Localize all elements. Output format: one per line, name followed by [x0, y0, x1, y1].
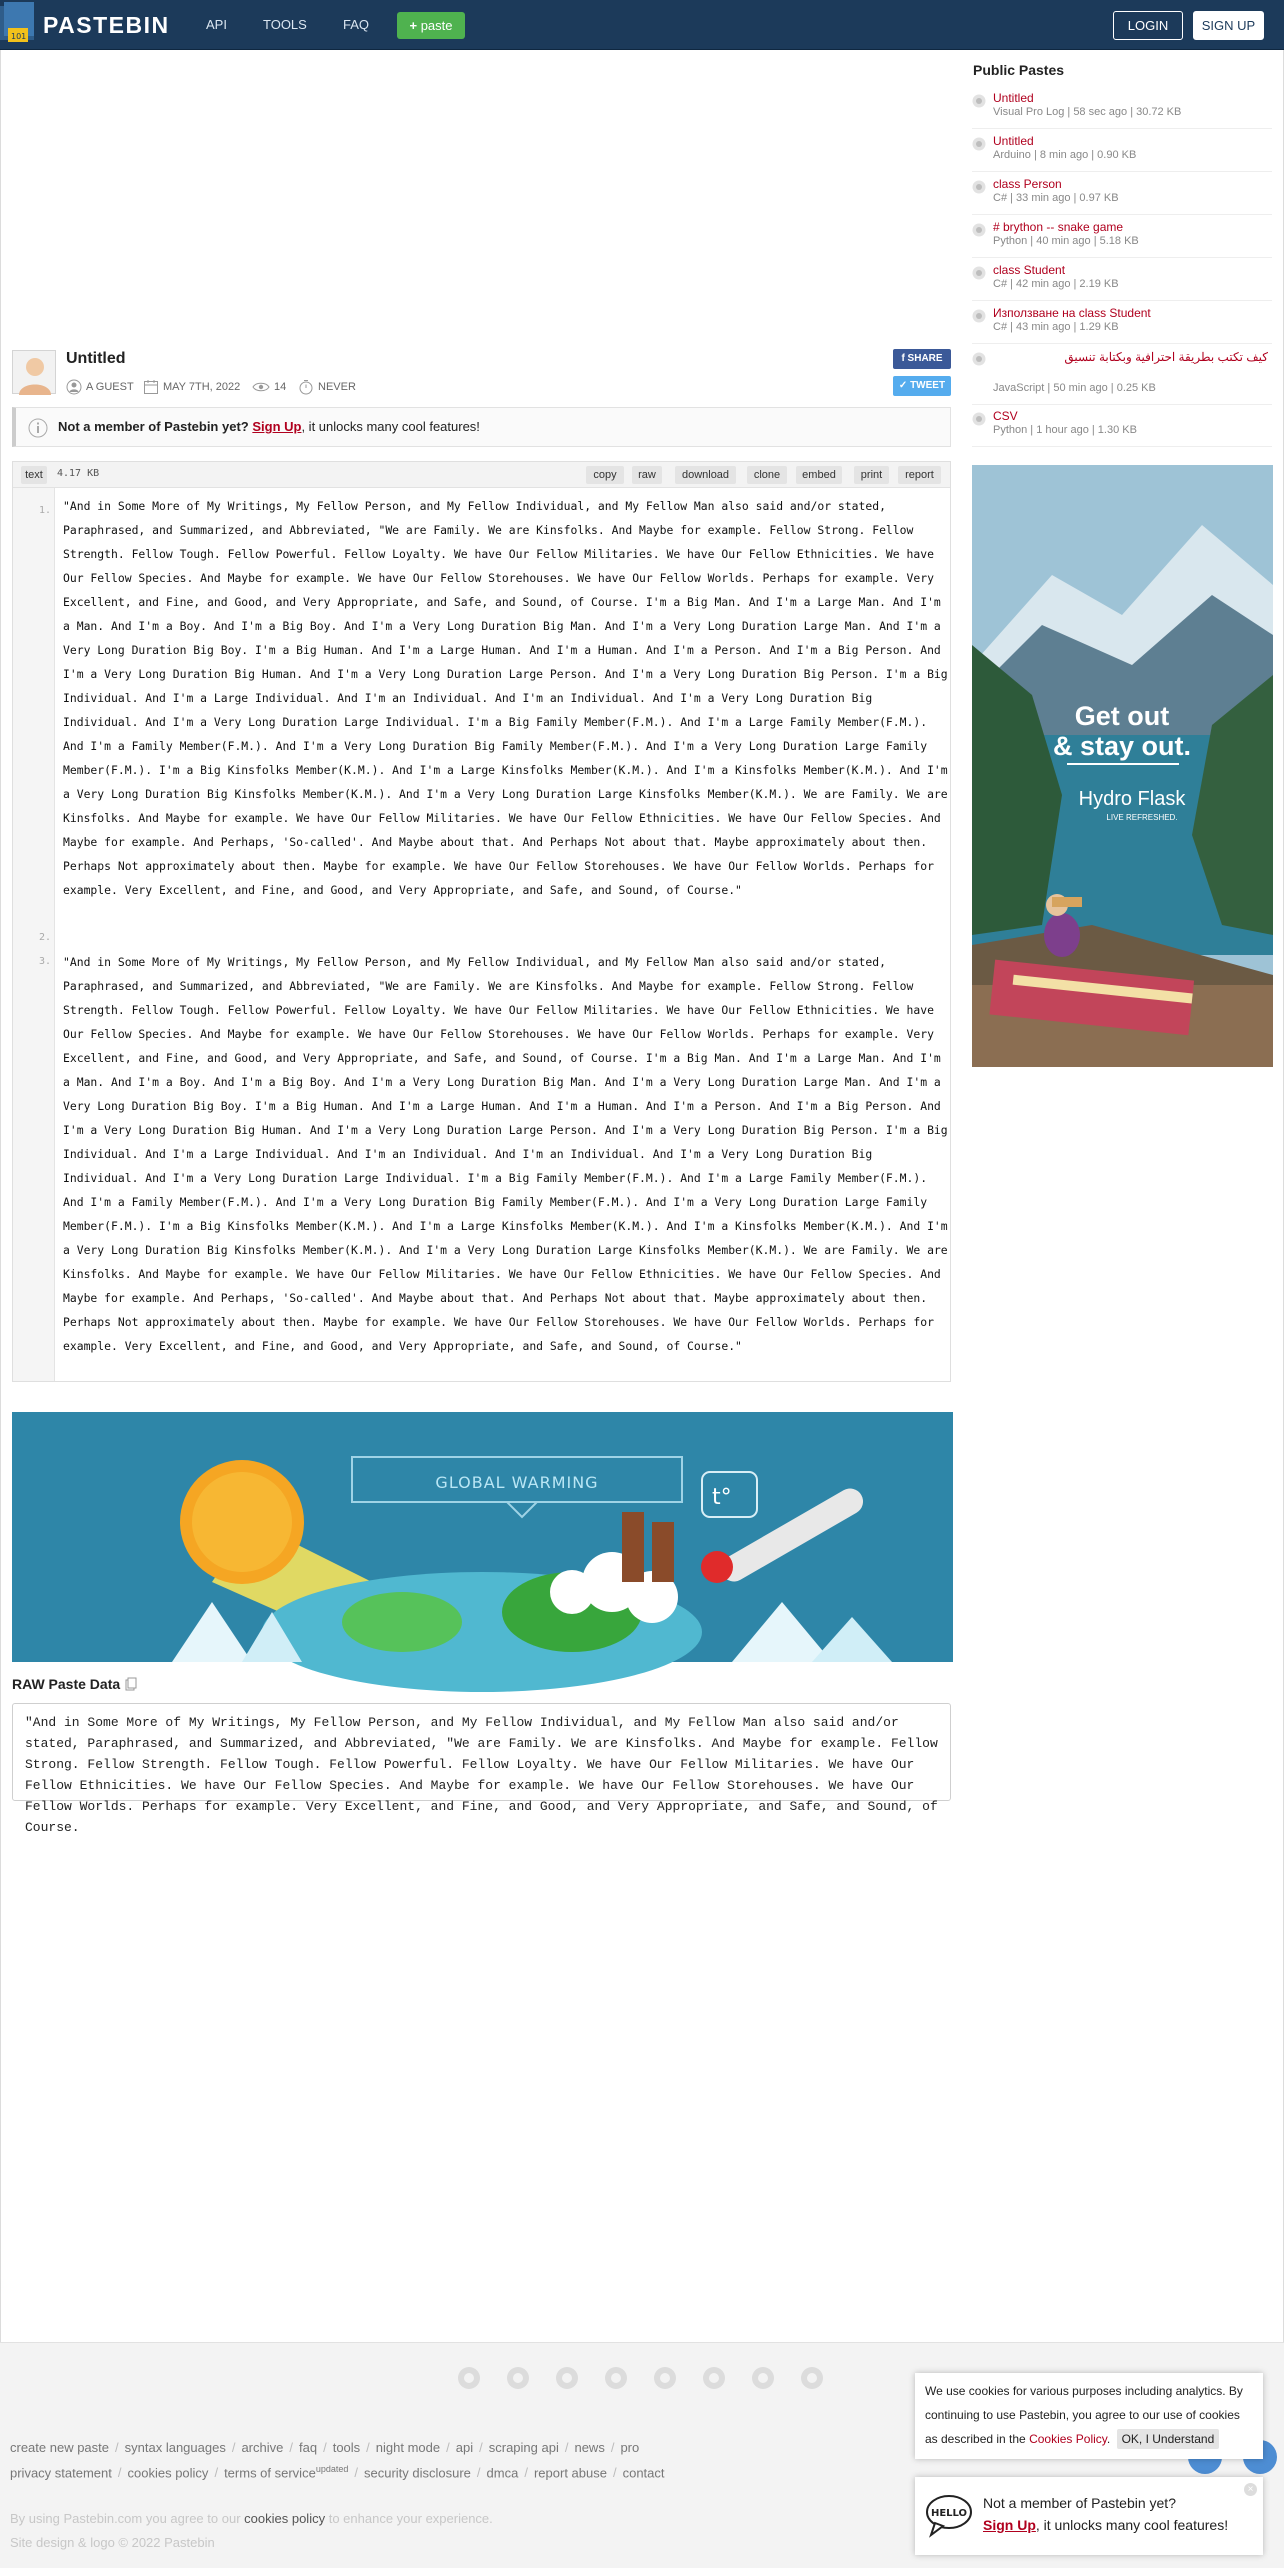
- divider: [972, 128, 1272, 129]
- cookie-consent-box: We use cookies for various purposes including analytics. By continuing to use Pastebin, you agree to our use of cookies as described in the Cookies Policy. OK, I Understand: [915, 2373, 1263, 2459]
- separator: /: [476, 2465, 481, 2481]
- global-warming-banner[interactable]: [12, 1412, 953, 1662]
- footer-copyright: Site design & logo © 2022 Pastebin: [10, 2535, 215, 2550]
- facebook-icon: f: [901, 353, 908, 364]
- public-paste-title[interactable]: Untitled: [993, 134, 1034, 148]
- top-header: [0, 0, 1284, 50]
- meta-date: MAY 7TH, 2022: [143, 379, 240, 395]
- footer-link[interactable]: news: [574, 2440, 605, 2455]
- line-number: 2.: [38, 932, 51, 943]
- footer-link[interactable]: archive: [241, 2440, 284, 2455]
- separator: /: [479, 2440, 483, 2455]
- thermo-label: t°: [712, 1485, 732, 1510]
- divider: [972, 446, 1272, 447]
- divider: [972, 343, 1272, 344]
- embed-button[interactable]: embed: [796, 466, 842, 484]
- calendar-icon: [143, 379, 159, 395]
- divider: [972, 300, 1272, 301]
- public-paste-meta: C# | 42 min ago | 2.19 KB: [993, 278, 1119, 290]
- separator: /: [115, 2440, 119, 2455]
- footer-link[interactable]: api: [455, 2440, 474, 2455]
- public-paste-meta: C# | 33 min ago | 0.97 KB: [993, 192, 1119, 204]
- separator: /: [231, 2440, 236, 2455]
- ad-headline-1: Get out: [1074, 701, 1170, 731]
- code-line-3: "And in Some More of My Writings, My Fellow Person, and My Fellow Individual, and My Fellow Man also said and/or stated, Paraphrased, and Summarized, and Abbreviated, "We are Family. We are Kinsfolks. And Maybe for example. Fellow Strong. Fellow Strength. Fellow Tough. Fellow Powerful. Fellow Loyalty. We have Our Fellow Militaries. We have Our Fellow Ethnicities. We have Our Fellow Species. And Maybe for example. We have Our Fellow Storehouses. We have Our Fellow Worlds. Perhaps for example. Very Excellent, and Fine, and Good, and Very Appropriate, and Safe, and Sound, of Course. I'm a Big Man. And I'm a Large Man. And I'm a Man. And I'm a Boy. And I'm a Big Boy. And I'm a Very Long Duration Big Man. And I'm a Very Long Duration Large Man. And I'm a Very Long Duration Big Boy. I'm a Big Human. And I'm a Large Human. And I'm a Human. And I'm a Person. And I'm a Big Person. And I'm a Very Long Duration Big Human. And I'm a Very Long Duration Large Person. And I'm a Very Long Duration Big Person. I'm a Big Individual. And I'm a Large Individual. And I'm an Individual. And I'm an Individual. And I'm a Very Long Duration Big Individual. And I'm a Very Long Duration Large Individual. I'm a Big Family Member(F.M.). And I'm a Large Family Member(F.M.). And I'm a Family Member(F.M.). And I'm a Very Long Duration Big Family Member(F.M.). And I'm a Very Long Duration Large Family Member(F.M.). I'm a Big Kinsfolks Member(K.M.). And I'm a Large Kinsfolks Member(K.M.). And I'm a Kinsfolks Member(K.M.). And I'm a Very Long Duration Big Kinsfolks Member(K.M.). And I'm a Very Long Duration Large Kinsfolks Member(K.M.). We are Family. We are Kinsfolks. And Maybe for example. We have Our Fellow Militaries. We have Our Fellow Ethnicities. We have Our Fellow Species. And Maybe for example. And Perhaps, 'So-called'. And Maybe about that. And Perhaps Not about that. Maybe approximately about then. Perhaps Not approximately about then. Maybe for example. We have Our Fellow Storehouses. We have Our Fellow Worlds. Perhaps for example. Very Excellent, and Fine, and Good, and Very Appropriate, and Safe, and Sound, of Course.": [63, 955, 948, 1353]
- footer-link[interactable]: terms of service: [224, 2465, 316, 2481]
- clone-button[interactable]: clone: [747, 466, 787, 484]
- app-download-icons: [458, 2367, 850, 2389]
- windows-icon[interactable]: [605, 2367, 627, 2389]
- separator: /: [354, 2465, 358, 2481]
- notice-signup-link[interactable]: Sign Up: [252, 419, 302, 434]
- divider: [972, 214, 1272, 215]
- chrome-icon[interactable]: [458, 2367, 480, 2389]
- footer-link[interactable]: night mode: [375, 2440, 441, 2455]
- public-paste-title[interactable]: Използване на class Student: [993, 306, 1151, 320]
- code-toolbar: [13, 462, 950, 488]
- syntax-tag[interactable]: text: [21, 466, 47, 484]
- separator: /: [524, 2465, 528, 2481]
- footer-link[interactable]: create new paste: [10, 2440, 110, 2455]
- twitter-icon: ✓: [898, 380, 911, 391]
- line-number: 3.: [38, 956, 51, 967]
- copy-button[interactable]: copy: [586, 466, 624, 484]
- guest-avatar: [12, 350, 56, 394]
- timer-icon: [298, 379, 314, 395]
- divider: [972, 404, 1272, 405]
- footer-cookies-link[interactable]: cookies policy: [244, 2511, 326, 2526]
- nav-faq[interactable]: FAQ: [343, 17, 370, 32]
- firefox-icon[interactable]: [507, 2367, 529, 2389]
- global-warming-illustration: [12, 1412, 953, 1662]
- eye-icon: [252, 379, 270, 395]
- meta-author: A GUEST: [66, 379, 134, 395]
- svg-text:101: 101: [11, 32, 27, 41]
- meta-views: 14: [252, 379, 286, 395]
- public-paste-meta: C# | 43 min ago | 1.29 KB: [993, 321, 1119, 333]
- new-paste-button[interactable]: + paste: [397, 12, 465, 39]
- raw-button[interactable]: raw: [632, 466, 662, 484]
- signup-popup: HELLO Not a member of Pastebin yet? Sign Up, it unlocks many cool features! ×: [915, 2477, 1263, 2555]
- footer-links-row-1: [10, 2440, 639, 2455]
- public-paste-meta: Arduino | 8 min ago | 0.90 KB: [993, 149, 1137, 161]
- public-paste-meta: Python | 1 hour ago | 1.30 KB: [993, 424, 1137, 436]
- paste-icon: [972, 223, 986, 237]
- footer-link[interactable]: report abuse: [533, 2465, 607, 2481]
- footer-link[interactable]: cookies policy: [127, 2465, 209, 2481]
- paste-icon: [972, 309, 986, 323]
- paste-code-box: [12, 461, 951, 1382]
- linux-icon[interactable]: [801, 2367, 823, 2389]
- cookies-policy-link[interactable]: Cookies Policy: [1029, 2432, 1107, 2446]
- separator: /: [214, 2465, 219, 2481]
- facebook-share-button[interactable]: f SHARE: [893, 349, 951, 369]
- mac-icon[interactable]: [703, 2367, 725, 2389]
- footer-link[interactable]: tools: [332, 2440, 361, 2455]
- paste-icon: [972, 137, 986, 151]
- code-line-1: "And in Some More of My Writings, My Fellow Person, and My Fellow Individual, and My Fellow Man also said and/or stated, Paraphrased, and Summarized, and Abbreviated, "We are Family. We are Kinsfolks. And Maybe for example. Fellow Strong. Fellow Strength. Fellow Tough. Fellow Powerful. Fellow Loyalty. We have Our Fellow Militaries. We have Our Fellow Ethnicities. We have Our Fellow Species. And Maybe for example. We have Our Fellow Storehouses. We have Our Fellow Worlds. Perhaps for example. Very Excellent, and Fine, and Good, and Very Appropriate, and Safe, and Sound, of Course. I'm a Big Man. And I'm a Large Man. And I'm a Man. And I'm a Boy. And I'm a Big Boy. And I'm a Very Long Duration Big Man. And I'm a Very Long Duration Large Man. And I'm a Very Long Duration Big Boy. I'm a Big Human. And I'm a Large Human. And I'm a Human. And I'm a Person. And I'm a Big Person. And I'm a Very Long Duration Big Human. And I'm a Very Long Duration Large Person. And I'm a Very Long Duration Big Person. I'm a Big Individual. And I'm a Large Individual. And I'm an Individual. And I'm an Individual. And I'm a Very Long Duration Big Individual. And I'm a Very Long Duration Large Individual. I'm a Big Family Member(F.M.). And I'm a Large Family Member(F.M.). And I'm a Family Member(F.M.). And I'm a Very Long Duration Big Family Member(F.M.). And I'm a Very Long Duration Large Family Member(F.M.). I'm a Big Kinsfolks Member(K.M.). And I'm a Large Kinsfolks Member(K.M.). And I'm a Kinsfolks Member(K.M.). And I'm a Very Long Duration Big Kinsfolks Member(K.M.). And I'm a Very Long Duration Large Kinsfolks Member(K.M.). We are Family. We are Kinsfolks. And Maybe for example. We have Our Fellow Militaries. We have Our Fellow Ethnicities. We have Our Fellow Species. And Maybe for example. And Perhaps, 'So-called'. And Maybe about that. And Perhaps Not about that. Maybe approximately about then. Perhaps Not approximately about then. Maybe for example. We have Our Fellow Storehouses. We have Our Fellow Worlds. Perhaps for example. Very Excellent, and Fine, and Good, and Very Appropriate, and Safe, and Sound, of Course.": [63, 499, 948, 897]
- separator: /: [323, 2440, 327, 2455]
- download-button[interactable]: download: [675, 466, 736, 484]
- public-paste-meta: Visual Pro Log | 58 sec ago | 30.72 KB: [993, 106, 1182, 118]
- pastebin-logo-icon[interactable]: [0, 0, 38, 44]
- paste-title: Untitled: [66, 350, 126, 367]
- separator: /: [564, 2440, 569, 2455]
- plus-icon: +: [409, 18, 421, 33]
- public-paste-title[interactable]: class Person: [993, 177, 1062, 191]
- divider: [972, 171, 1272, 172]
- separator: /: [289, 2440, 293, 2455]
- brand-name[interactable]: PASTEBIN: [43, 12, 170, 38]
- public-paste-title[interactable]: CSV: [993, 409, 1018, 423]
- footer-link[interactable]: pro: [620, 2440, 640, 2455]
- hello-speech-bubble-icon: [925, 2493, 973, 2537]
- android-icon[interactable]: [654, 2367, 676, 2389]
- footer-link[interactable]: faq: [299, 2440, 318, 2455]
- line-number: 1.: [38, 505, 51, 516]
- banner-title: GLOBAL WARMING: [435, 1473, 599, 1492]
- twitter-share-button[interactable]: ✓ TWEET: [893, 376, 951, 396]
- report-button[interactable]: report: [898, 466, 941, 484]
- paste-icon: [972, 352, 986, 366]
- footer-link[interactable]: security disclosure: [363, 2465, 471, 2481]
- footer-cookie-note: By using Pastebin.com you agree to our cookies policy to enhance your experience.: [10, 2511, 493, 2526]
- raw-paste-textarea[interactable]: "And in Some More of My Writings, My Fellow Person, and My Fellow Individual, and My Fellow Man also said and/or stated, Paraphrased, and Summarized, and Abbreviated, "We are Family. We are Kinsfolks. And Maybe for example. Fellow Strong. Fellow Strength. Fellow Tough. Fellow Powerful. Fellow Loyalty. We have Our Fellow Militaries. We have Our Fellow Ethnicities. We have Our Fellow Species. And Maybe for example. We have Our Fellow Storehouses. We have Our Fellow Worlds. Perhaps for example. Very Excellent, and Fine, and Good, and Very Appropriate, and Safe, and Sound, of Course.: [12, 1703, 951, 1801]
- footer-link[interactable]: contact: [622, 2465, 665, 2481]
- print-button[interactable]: print: [854, 466, 889, 484]
- hydro-flask-ad[interactable]: [972, 465, 1273, 1067]
- divider: [972, 257, 1272, 258]
- public-paste-title[interactable]: class Student: [993, 263, 1066, 277]
- separator: /: [612, 2465, 617, 2481]
- svg-text:HELLO: HELLO: [930, 2508, 968, 2519]
- info-icon: [28, 418, 48, 438]
- footer-link[interactable]: scraping api: [488, 2440, 559, 2455]
- popup-signup-link[interactable]: Sign Up: [983, 2517, 1036, 2533]
- public-paste-meta: Python | 40 min ago | 5.18 KB: [993, 235, 1139, 247]
- separator: /: [366, 2440, 370, 2455]
- public-paste-title[interactable]: # brython -- snake game: [993, 220, 1124, 234]
- footer-links-row-2: [10, 2464, 665, 2480]
- public-paste-title[interactable]: كيف تكتب بطريقة احترافية وبكتابة تنسيق: [1064, 350, 1268, 364]
- separator: /: [117, 2465, 122, 2481]
- ad-tagline: LIVE REFRESHED.: [1106, 813, 1178, 822]
- opera-icon[interactable]: [752, 2367, 774, 2389]
- paste-icon: [972, 180, 986, 194]
- nav-api[interactable]: API: [206, 17, 227, 32]
- close-icon[interactable]: ×: [1244, 2483, 1257, 2496]
- public-paste-meta: JavaScript | 50 min ago | 0.25 KB: [993, 382, 1156, 394]
- nav-tools[interactable]: TOOLS: [263, 17, 307, 32]
- footer-link[interactable]: syntax languages: [124, 2440, 226, 2455]
- cookie-ok-button[interactable]: OK, I Understand: [1117, 2429, 1220, 2449]
- ad-headline-2: & stay out.: [1052, 731, 1192, 761]
- ad-brand: Hydro Flask: [1078, 788, 1186, 810]
- user-icon: [66, 379, 82, 395]
- signup-button[interactable]: SIGN UP: [1193, 11, 1264, 40]
- paste-icon: [972, 412, 986, 426]
- separator: /: [610, 2440, 615, 2455]
- raw-paste-heading: RAW Paste Data: [12, 1676, 137, 1692]
- paste-icon: [972, 266, 986, 280]
- mountain-lake-ad-illustration: [972, 465, 1273, 1067]
- footer-link[interactable]: privacy statement: [10, 2465, 112, 2481]
- public-pastes-heading: Public Pastes: [973, 62, 1065, 78]
- ios-icon[interactable]: [556, 2367, 578, 2389]
- paste-icon: [972, 94, 986, 108]
- copy-icon[interactable]: [125, 1677, 137, 1691]
- paste-size: 4.17 KB: [57, 468, 100, 479]
- public-paste-title[interactable]: Untitled: [993, 91, 1034, 105]
- login-button[interactable]: LOGIN: [1113, 11, 1183, 40]
- updated-badge: updated: [315, 2464, 349, 2474]
- member-notice: Not a member of Pastebin yet? Sign Up, it unlocks many cool features!: [12, 407, 951, 447]
- user-silhouette-icon: [13, 351, 57, 395]
- meta-expire: NEVER: [298, 379, 356, 395]
- footer-link[interactable]: dmca: [486, 2465, 519, 2481]
- separator: /: [446, 2440, 450, 2455]
